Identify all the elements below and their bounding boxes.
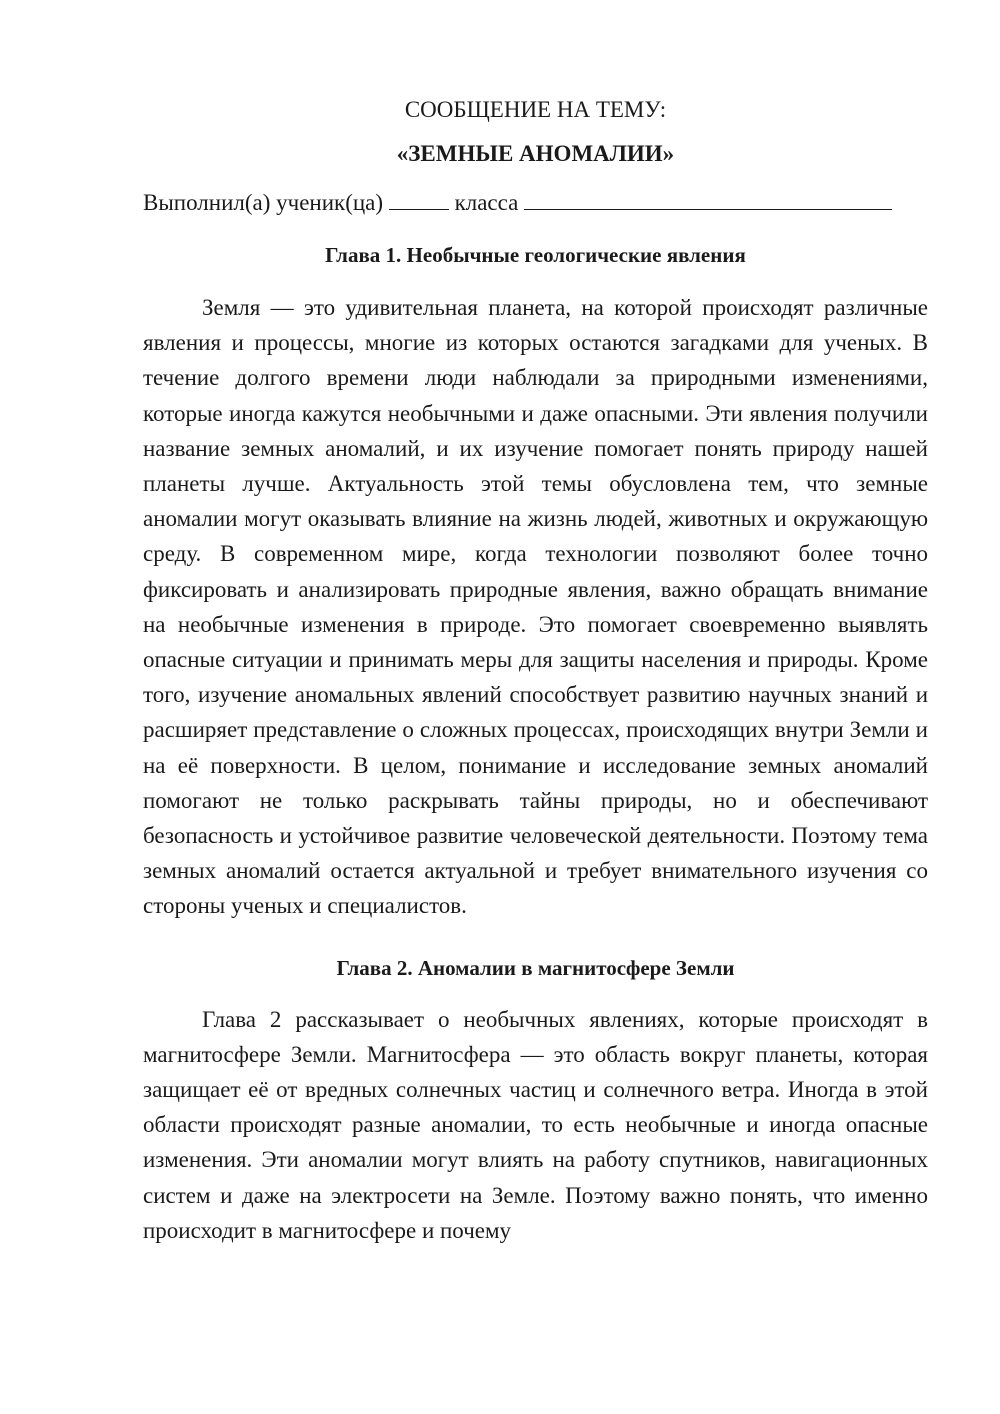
class-label: класса (448, 190, 525, 215)
grade-blank (389, 187, 449, 210)
author-label: Выполнил(а) ученик(ца) (143, 190, 389, 215)
chapter-2-paragraph: Глава 2 рассказывает о необычных явлениях, которые происходят в магнитосфере Земли. Магнитосфера — это область вокруг планеты, которая защищает её от вредных солнечных частиц и солнечного ветра. Иногда в этой области происходят разные аномалии, то есть необычные и иногда опасные изменения. Эти аномалии могут влиять на работу спутников, навигационных систем и даже на электросети на Земле. Поэтому важно понять, что именно происходит в магнитосфере и почему (143, 1006, 928, 1243)
document-page (143, 95, 928, 1248)
class-blank (524, 187, 892, 210)
chapter-1-paragraph: Земля — это удивительная планета, на которой происходят различные явления и процессы, многие из которых остаются загадками для ученых. В течение долгого времени люди наблюдали за природными изменениями, которые иногда кажутся необычными и даже опасными. Эти явления получили название земных аномалий, и их изучение помогает понять природу нашей планеты лучше. Актуальность этой темы обусловлена тем, что земные аномалии могут оказывать влияние на жизнь людей, животных и окружающую среду. В современном мире, когда технологии позволяют более точно фиксировать и анализировать природные явления, важно обращать внимание на необычные изменения в природе. Это помогает своевременно выявлять опасные ситуации и принимать меры для защиты населения и природы. Кроме того, изучение аномальных явлений способствует развитию научных знаний и расширяет представление о сложных процессах, происходящих внутри Земли и на её поверхности. В целом, понимание и исследование земных аномалий помогают не только раскрывать тайны природы, но и обеспечивают безопасность и устойчивое развитие человеческой деятельности. Поэтому тема земных аномалий остается актуальной и требует внимательного изучения со стороны ученых и специалистов. (143, 295, 928, 919)
document-topic: «ЗЕМНЫЕ АНОМАЛИИ» (396, 141, 675, 166)
document-title: СООБЩЕНИЕ НА ТЕМУ: (404, 97, 667, 122)
author-line (143, 187, 928, 218)
chapter-2-heading: Глава 2. Аномалии в магнитосфере Земли (336, 955, 735, 980)
chapter-1-heading: Глава 1. Необычные геологические явления (325, 243, 746, 267)
